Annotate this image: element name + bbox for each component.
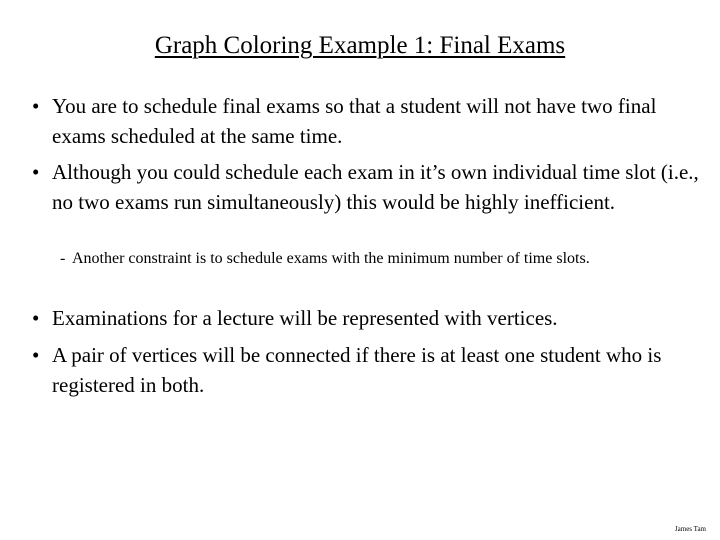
sub-bullet-marker: -: [60, 250, 66, 267]
bullet-text: Examinations for a lecture will be represented with vertices.: [52, 306, 558, 330]
bullet-marker: •: [32, 343, 40, 367]
author-footer: James Tam: [674, 525, 706, 533]
bullet-text: Although you could schedule each exam in it’s own individual time slot (i.e., no two exams run simultaneously) this would be highly inefficient.: [52, 160, 699, 214]
sub-bullet-text: Another constraint is to schedule exams with the minimum number of time slots.: [72, 250, 590, 267]
bullet-item: [32, 303, 702, 333]
bullet-text: You are to schedule final exams so that a student will not have two final exams scheduled at the same time.: [52, 94, 657, 148]
bullet-marker: •: [32, 306, 40, 330]
bullet-item: [32, 157, 702, 217]
bullet-text: A pair of vertices will be connected if there is at least one student who is registered in both.: [52, 343, 662, 397]
sub-bullet-item: [60, 247, 692, 270]
bullet-item: [32, 91, 702, 151]
bullet-marker: •: [32, 94, 40, 118]
bullet-item: [32, 340, 702, 400]
slide-title: Graph Coloring Example 1: Final Exams: [154, 32, 566, 59]
bullet-marker: •: [32, 160, 40, 184]
